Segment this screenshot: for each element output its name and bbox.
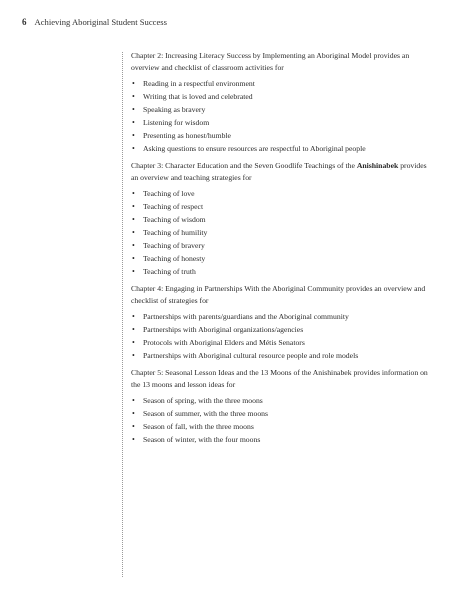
chapter-3-intro-end: provides an overview and teaching strategies for [131, 161, 427, 182]
chapter-3-intro-start: Chapter 3: Character Education and the Seven Goodlife Teachings of the [131, 161, 357, 170]
list-item: • Teaching of respect [131, 200, 431, 213]
list-item: • Protocols with Aboriginal Elders and Métis Senators [131, 336, 431, 349]
list-item: • Season of winter, with the four moons [131, 433, 431, 446]
chapter-4-intro: Chapter 4: Engaging in Partnerships With the Aboriginal Community provides an overview and checklist of strategies for [131, 284, 426, 305]
list-item: • Season of summer, with the three moons [131, 407, 431, 420]
chapter-3-bullets [131, 187, 431, 278]
list-item: • Presenting as honest/humble [131, 129, 431, 142]
list-item: • Teaching of love [131, 187, 431, 200]
list-item: • Speaking as bravery [131, 103, 431, 116]
list-item: • Season of fall, with the three moons [131, 420, 431, 433]
chapter-2-intro: Chapter 2: Increasing Literacy Success by Implementing an Aboriginal Model provides an overview and checklist of classroom activities for [131, 51, 410, 72]
running-head-title: Achieving Aboriginal Student Success [34, 17, 167, 27]
list-item: • Partnerships with Aboriginal organizations/agencies [131, 323, 431, 336]
chapter-5-bullets [131, 394, 431, 446]
list-item: • Season of spring, with the three moons [131, 394, 431, 407]
list-item: • Teaching of honesty [131, 252, 431, 265]
running-head [22, 17, 167, 27]
chapter-2-bullets [131, 77, 431, 155]
chapter-5-intro: Chapter 5: Seasonal Lesson Ideas and the 13 Moons of the Anishinabek provides information on the 13 moons and lesson ideas for [131, 368, 428, 389]
list-item: • Writing that is loved and celebrated [131, 90, 431, 103]
list-item: • Listening for wisdom [131, 116, 431, 129]
list-item: • Asking questions to ensure resources are respectful to Aboriginal people [131, 142, 431, 155]
list-item: • Partnerships with parents/guardians and the Aboriginal community [131, 310, 431, 323]
list-item: • Teaching of bravery [131, 239, 431, 252]
chapter-3-intro [131, 160, 431, 184]
list-item: • Partnerships with Aboriginal cultural resource people and role models [131, 349, 431, 362]
chapter-3-intro-bold-term: Anishinabek [356, 161, 399, 170]
list-item: • Teaching of truth [131, 265, 431, 278]
list-item: • Teaching of humility [131, 226, 431, 239]
list-item: • Teaching of wisdom [131, 213, 431, 226]
list-item: • Reading in a respectful environment [131, 77, 431, 90]
page-number: 6 [22, 17, 27, 27]
chapter-4-bullets [131, 310, 431, 362]
margin-dotted-rule [122, 52, 123, 577]
chapter-summary-list [131, 50, 431, 451]
